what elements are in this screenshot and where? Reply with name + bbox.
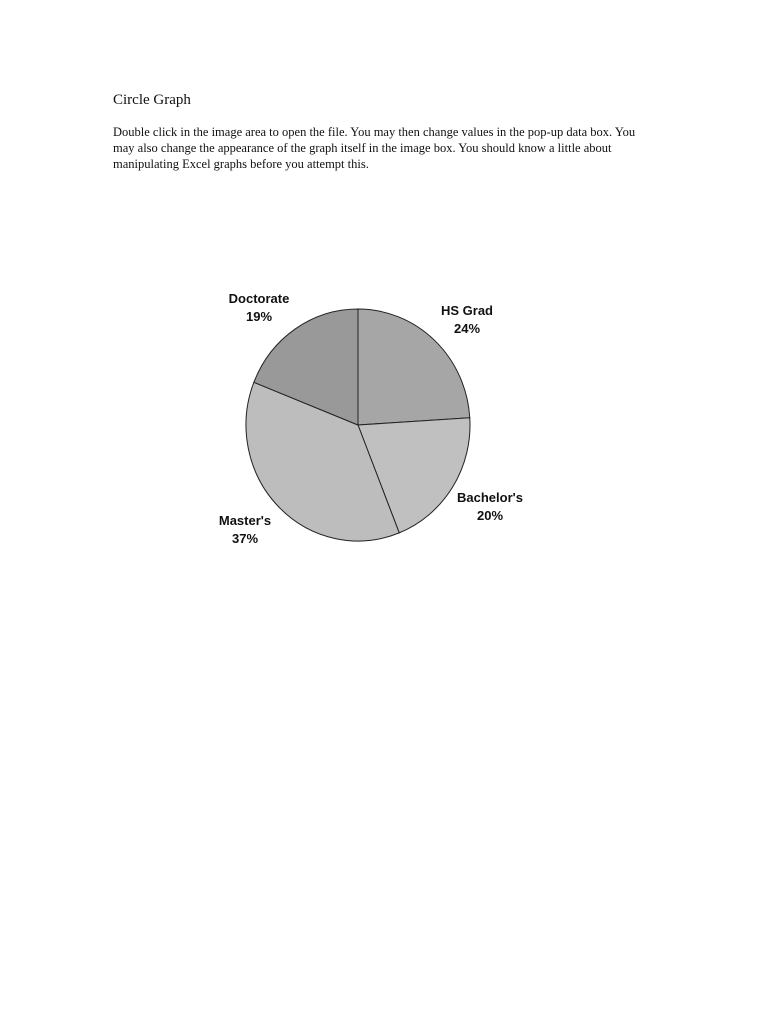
slice-label-percent: 37% (231, 531, 259, 546)
page-title: Circle Graph (113, 92, 191, 108)
slice-label-percent: 24% (453, 321, 481, 336)
slice-label-name: Doctorate (228, 291, 290, 306)
slice-label-percent: 20% (476, 508, 504, 523)
pie-slices (246, 309, 470, 541)
slice-label-name: HS Grad (440, 303, 494, 318)
instructions-line-3: manipulating Excel graphs before you attempt this. (113, 157, 369, 171)
instructions-line-2: may also change the appearance of the graph itself in the image box. You should know a little about (113, 141, 612, 155)
slice-label-percent: 19% (245, 309, 273, 324)
slice-label-name: Bachelor's (457, 490, 523, 505)
instructions-line-1: Double click in the image area to open the file. You may then change values in the pop-up data box. You (113, 125, 636, 139)
slice-label-name: Master's (218, 513, 272, 528)
